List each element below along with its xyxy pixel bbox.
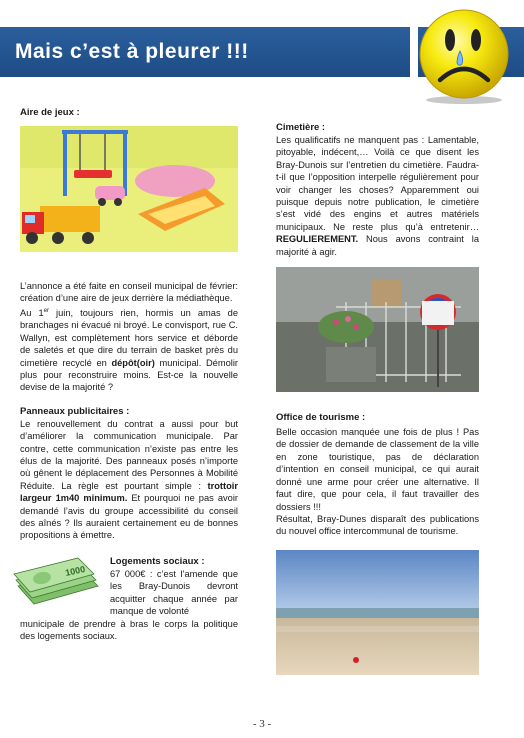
cemetery-photo: [276, 267, 479, 392]
billboards-title: Panneaux publicitaires :: [20, 405, 130, 417]
playground-paragraph-2: Au 1er juin, toujours rien, hormis un amas de branchages ni évacué ni broyé. Le convisport, rue C. Wallyn, est complètement hors service et déborde de saletés et que dire du terrain de basket près du cimetière recyclé en dépôt(oir) municipal. Démolir plus pour reconstruire moins. Est-ce la nouvelle devise de la majorité ?: [20, 307, 239, 393]
banknotes-icon: [12, 556, 102, 611]
cemetery-title: Cimetière :: [276, 122, 326, 133]
tourism-paragraph-1: Belle occasion manquée une fois de plus ! Pas de dossier de demande de classement de la ville en zone touristique, pas de déclaration d’intention en conseil municipal, ce qui aurait donné une arme pour créer une alternative. Il faut dire, que pour cela, il faut travailler des dossiers !!!: [276, 427, 479, 512]
housing-title: Logements sociaux :: [110, 555, 205, 567]
cemetery-paragraph: Les qualificatifs ne manquent pas : Lamentable, pitoyable, indécent,… Voilà ce que disent les Bray-Dunois sur l’entretien du cimetière. Faudra-t-il que l’opposition interpelle régulièrement pour voir changer les choses? Apparemment oui puisque depuis notre publication, le cimetière s’est vidé des engins et autres matériels municipaux. Ne reste plus qu’à entretenir… REGULIEREMENT. Nous avons contraint la majorité à agir.: [276, 135, 479, 257]
page-title: Mais c’est à pleurer !!!: [15, 40, 249, 63]
sad-smiley-icon: [410, 4, 518, 104]
housing-paragraph-2: municipale de prendre à bras le corps la politique des logements sociaux.: [20, 618, 238, 642]
playground-title: Aire de jeux :: [20, 107, 80, 118]
right-column: [276, 122, 479, 675]
billboards-paragraph: Le renouvellement du contrat a aussi pour but d’améliorer la communication municipale. Par contre, cette communication n’existe pas entre les élus de la majorité. Des panneaux posés n’importe où gênent le déplacement des Personnes à Mobilité Réduite. La règle est pourtant simple : trottoir largeur 1m40 minimum. Et pourquoi ne pas avoir demandé l’avis du groupe accessibilité du conseil des aînés ? Ils auraient certainement eu de bonnes propositions à émettre.: [20, 418, 238, 541]
housing-section: [20, 556, 238, 646]
beach-photo: [276, 550, 479, 675]
housing-paragraph-1: 67 000€ : c’est l’amende que les Bray-Dunois devront acquitter chaque année par manque de volonté: [110, 568, 238, 617]
playground-paragraph-1: L’annonce a été faite en conseil municipal de février: création d’une aire de jeux derrière la médiathèque.: [20, 281, 238, 304]
left-column: [20, 107, 238, 646]
page-number: - 3 -: [252, 718, 272, 730]
tourism-title: Office de tourisme :: [276, 412, 366, 424]
tourism-paragraph-2: Résultat, Bray-Dunes disparaît des publications du nouvel office intercommunal de tourisme.: [276, 513, 479, 537]
playground-illustration: [20, 126, 238, 252]
svg-text:1000: 1000: [64, 563, 87, 578]
